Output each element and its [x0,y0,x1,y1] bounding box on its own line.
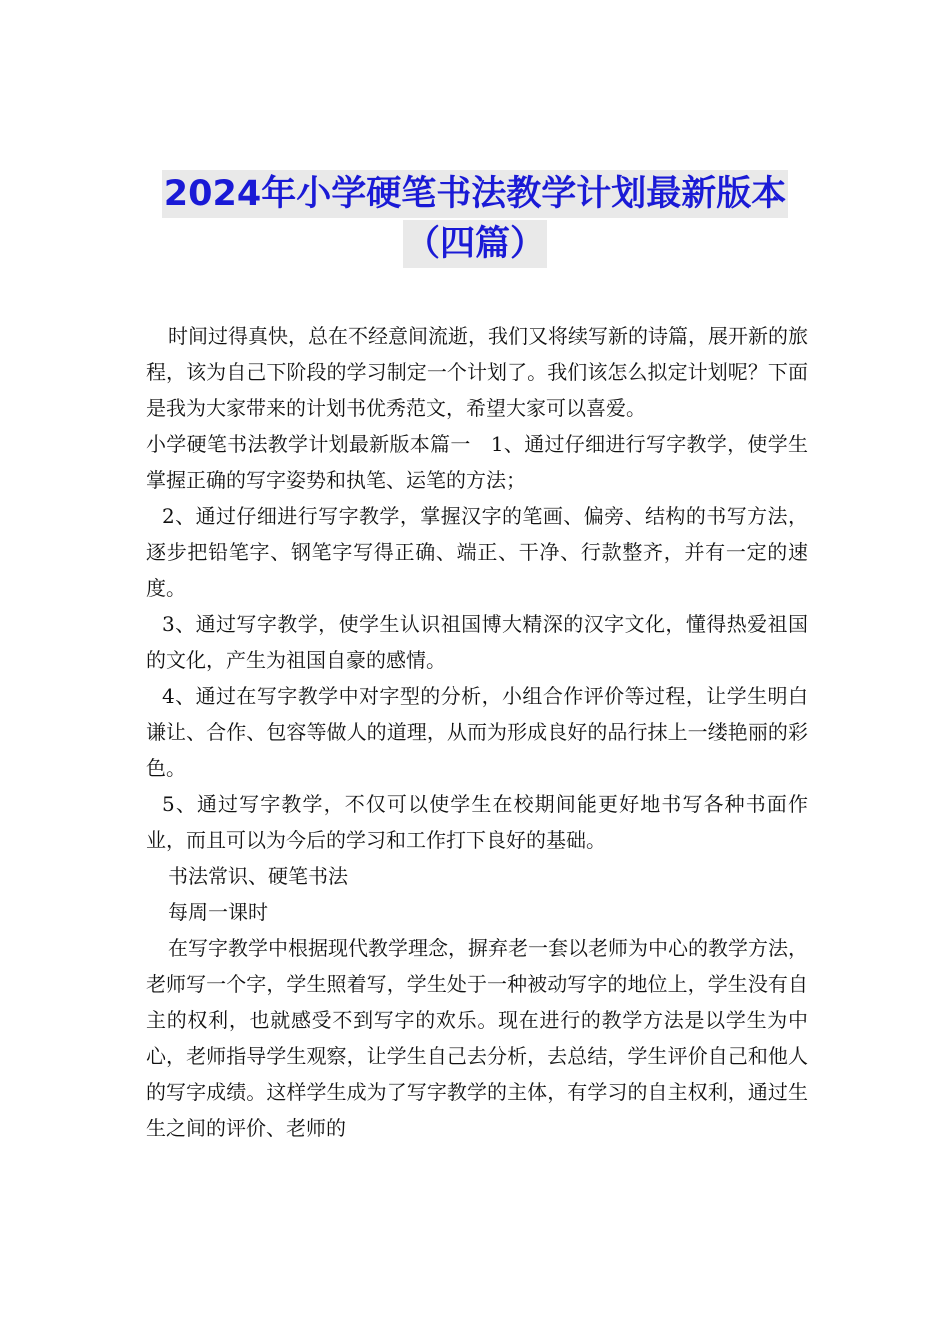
paragraph-content: 书法常识、硬笔书法 [168,864,348,888]
paragraph-item-5: 5、通过写字教学，不仅可以使学生在校期间能更好地书写各种书面作业，而且可以为今后的学习和工作打下良好的基础。 [146,792,808,852]
paragraph-item-2: 2、通过仔细进行写字教学，掌握汉字的笔画、偏旁、结构的书写方法，逐步把铅笔字、钢笔字写得正确、端正、干净、行款整齐，并有一定的速度。 [146,504,808,600]
paragraph-intro: 时间过得真快，总在不经意间流逝，我们又将续写新的诗篇，展开新的旅程，该为自己下阶段的学习制定一个计划了。我们该怎么拟定计划呢？下面是我为大家带来的计划书优秀范文，希望大家可以喜爱。 [146,324,808,420]
paragraph-method: 在写字教学中根据现代教学理念，摒弃老一套以老师为中心的教学方法，老师写一个字，学生照着写，学生处于一种被动写字的地位上，学生没有自主的权利，也就感受不到写字的欢乐。现在进行的教学方法是以学生为中心，老师指导学生观察，让学生自己去分析，去总结，学生评价自己和他人的写字成绩。这样学生成为了写字教学的主体，有学习的自主权利，通过生生之间的评价、老师的 [146,936,808,1140]
title-line-1: 2024年小学硬笔书法教学计划最新版本 [162,170,788,218]
document-body [146,318,808,1146]
title-line-2: （四篇） [403,220,547,268]
paragraph-schedule: 每周一课时 [168,900,268,924]
document-title [0,170,950,270]
paragraph-item-3: 3、通过写字教学，使学生认识祖国博大精深的汉字文化，懂得热爱祖国的文化，产生为祖国自豪的感情。 [146,612,808,672]
paragraph-section-one: 小学硬笔书法教学计划最新版本篇一 1、通过仔细进行写字教学，使学生掌握正确的写字姿势和执笔、运笔的方法； [146,432,808,492]
paragraph-item-4: 4、通过在写字教学中对字型的分析，小组合作评价等过程，让学生明白谦让、合作、包容等做人的道理，从而为形成良好的品行抹上一缕艳丽的彩色。 [146,684,808,780]
